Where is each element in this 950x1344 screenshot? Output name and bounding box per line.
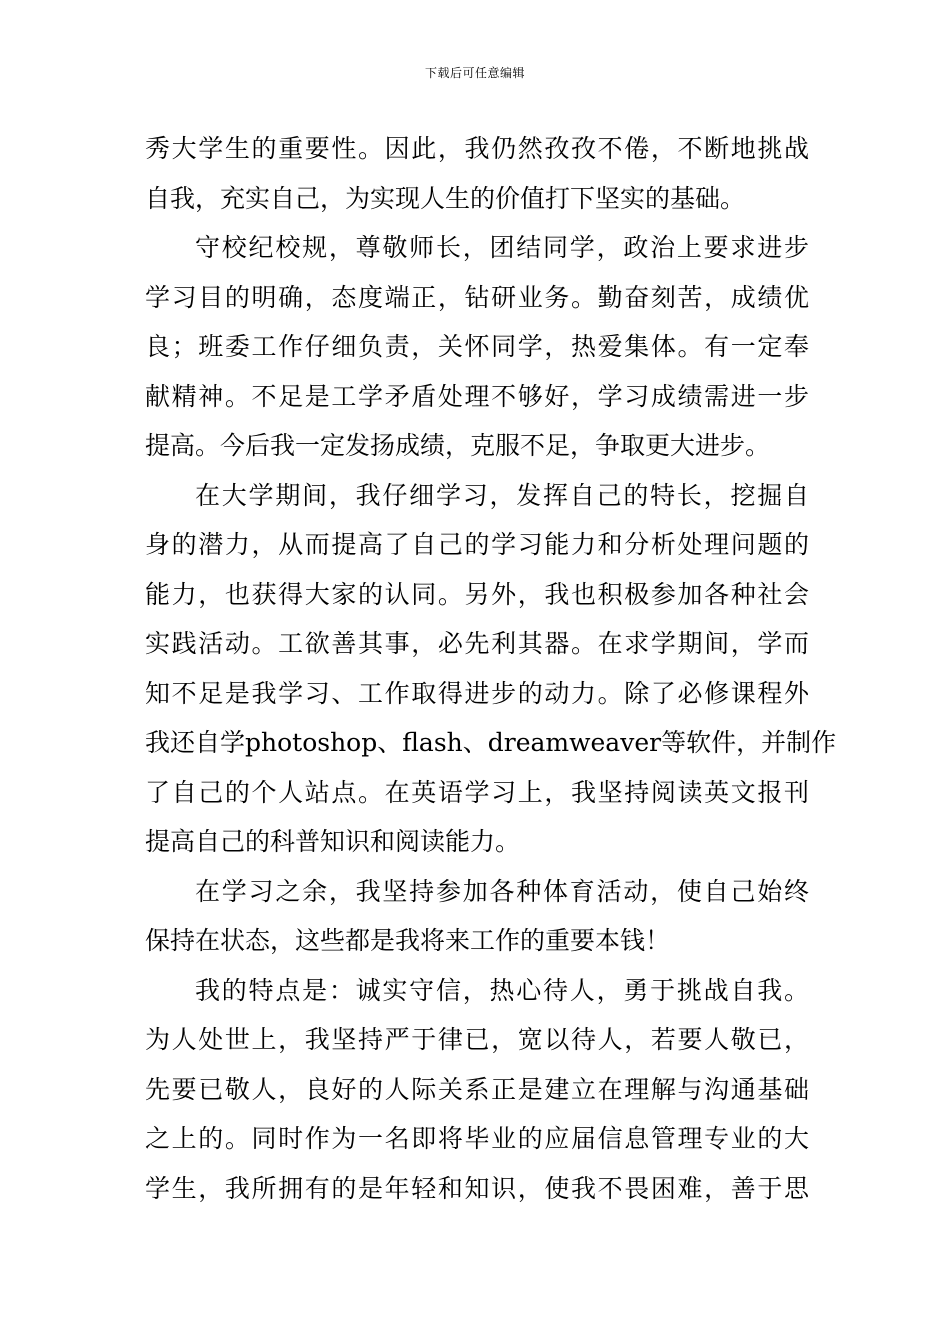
text-line: 自我，充实自己，为实现人生的价值打下坚实的基础。 bbox=[145, 183, 746, 213]
text-line: 提高自己的科普知识和阅读能力。 bbox=[145, 827, 521, 856]
text-line: 为人处世上，我坚持严于律已，宽以待人，若要人敬已， bbox=[145, 1025, 809, 1054]
text-line: 献精神。不足是工学矛盾处理不够好，学习成绩需进一步 bbox=[145, 381, 809, 411]
text-line: 身的潜力，从而提高了自己的学习能力和分析处理问题的 bbox=[145, 530, 809, 559]
text-line: 能力，也获得大家的认同。另外，我也积极参加各种社会 bbox=[145, 579, 809, 609]
text-line: 秀大学生的重要性。因此，我仍然孜孜不倦，不断地挑战 bbox=[145, 134, 809, 163]
page-header: 下载后可任意编辑 bbox=[424, 66, 525, 80]
text-line: 实践活动。工欲善其事，必先利其器。在求学期间，学而 bbox=[145, 629, 809, 658]
document-body bbox=[145, 124, 837, 1213]
paragraph-first-line: 守校纪校规，尊敬师长，团结同学，政治上要求进步 bbox=[195, 233, 809, 262]
text-line: 学生，我所拥有的是年轻和知识，使我不畏困难，善于思 bbox=[145, 1173, 809, 1203]
text-line: 良；班委工作仔细负责，关怀同学，热爱集体。有一定奉 bbox=[145, 332, 809, 361]
text-line: 学习目的明确，态度端正，钻研业务。勤奋刻苦，成绩优 bbox=[145, 282, 809, 312]
text-line: 知不足是我学习、工作取得进步的动力。除了必修课程外 bbox=[145, 678, 809, 708]
text-line: 先要已敬人，良好的人际关系正是建立在理解与沟通基础 bbox=[145, 1074, 809, 1104]
paragraph-first-line: 我的特点是：诚实守信，热心待人，勇于挑战自我。 bbox=[195, 975, 809, 1005]
text-line: 我还自学photoshop、flash、dreamweaver等软件，并制作 bbox=[145, 728, 837, 757]
paragraph-first-line: 在学习之余，我坚持参加各种体育活动，使自己始终 bbox=[195, 876, 809, 906]
paragraph-first-line: 在大学期间，我仔细学习，发挥自己的特长，挖掘自 bbox=[195, 480, 809, 510]
text-line: 提高。今后我一定发扬成绩，克服不足，争取更大进步。 bbox=[145, 431, 771, 460]
text-line: 之上的。同时作为一名即将毕业的应届信息管理专业的大 bbox=[145, 1124, 809, 1153]
text-line: 保持在状态，这些都是我将来工作的重要本钱！ bbox=[145, 926, 671, 955]
text-line: 了自己的个人站点。在英语学习上，我坚持阅读英文报刊 bbox=[145, 777, 809, 807]
